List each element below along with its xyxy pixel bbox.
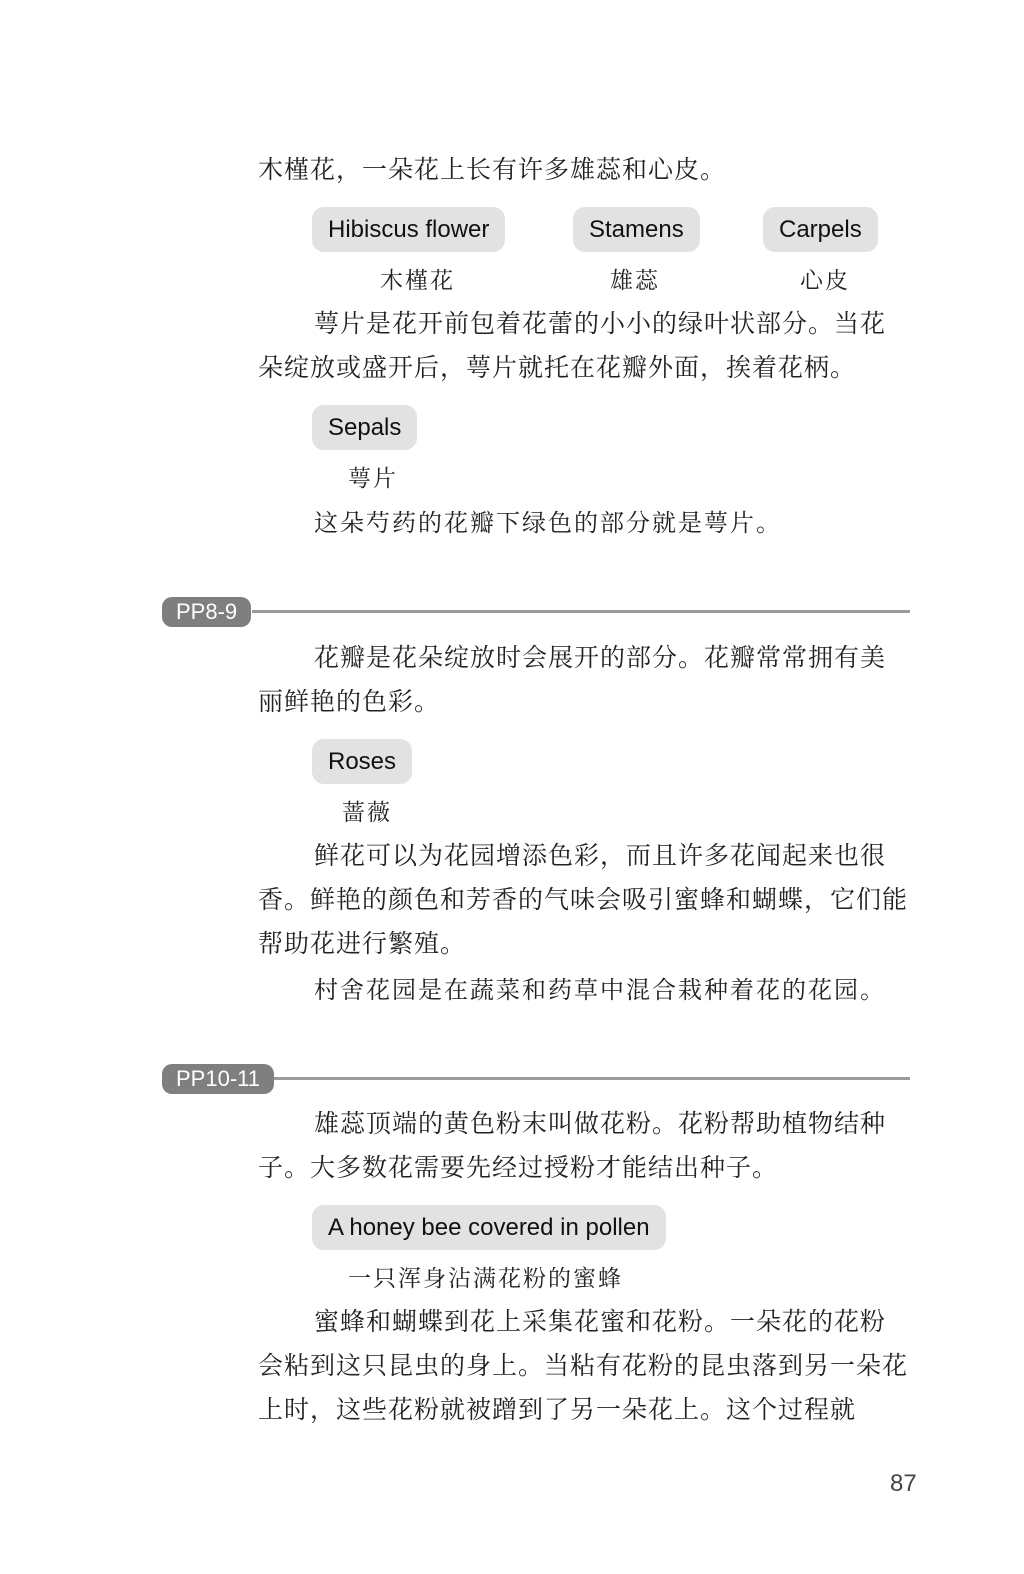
- section-divider: [252, 610, 910, 613]
- caption-stamens: 雄蕊: [610, 268, 660, 294]
- paragraph-pollen: 雄蕊顶端的黄色粉末叫做花粉。花粉帮助植物结种子。大多数花需要先经过授粉才能结出种子。: [258, 1109, 887, 1182]
- label-honey-bee: A honey bee covered in pollen: [312, 1205, 666, 1250]
- caption-carpels: 心皮: [800, 268, 850, 294]
- note-cottage-garden: 村舍花园是在蔬菜和药草中混合栽种着花的花园。: [314, 976, 886, 1004]
- caption-roses: 蔷薇: [342, 800, 392, 826]
- caption-sepals: 萼片: [348, 466, 398, 492]
- label-sepals: Sepals: [312, 405, 417, 450]
- section-tag-pp10-11: PP10-11: [162, 1064, 274, 1094]
- caption-hibiscus-flower: 木槿花: [380, 268, 455, 294]
- page-number: 87: [890, 1470, 917, 1497]
- paragraph-petals: 花瓣是花朵绽放时会展开的部分。花瓣常常拥有美丽鲜艳的色彩。: [258, 643, 887, 716]
- paragraph-flower-colors: 鲜花可以为花园增添色彩，而且许多花闻起来也很香。鲜艳的颜色和芳香的气味会吸引蜜蜂和蝴蝶，它们能帮助花进行繁殖。: [258, 841, 909, 958]
- label-carpels: Carpels: [763, 207, 878, 252]
- section-tag-pp8-9: PP8-9: [162, 597, 251, 627]
- label-roses: Roses: [312, 739, 412, 784]
- label-stamens: Stamens: [573, 207, 700, 252]
- note-peony-sepals: 这朵芍药的花瓣下绿色的部分就是萼片。: [314, 509, 782, 537]
- paragraph-hibiscus: 木槿花，一朵花上长有许多雄蕊和心皮。: [258, 155, 727, 184]
- paragraph-pollination: 蜜蜂和蝴蝶到花上采集花蜜和花粉。一朵花的花粉会粘到这只昆虫的身上。当粘有花粉的昆虫落到另一朵花上时，这些花粉就被蹭到了另一朵花上。这个过程就: [258, 1307, 909, 1424]
- caption-honey-bee: 一只浑身沾满花粉的蜜蜂: [348, 1266, 623, 1292]
- label-hibiscus-flower: Hibiscus flower: [312, 207, 505, 252]
- section-divider: [274, 1077, 910, 1080]
- paragraph-sepals: 萼片是花开前包着花蕾的小小的绿叶状部分。当花朵绽放或盛开后，萼片就托在花瓣外面，挨着花柄。: [258, 309, 887, 382]
